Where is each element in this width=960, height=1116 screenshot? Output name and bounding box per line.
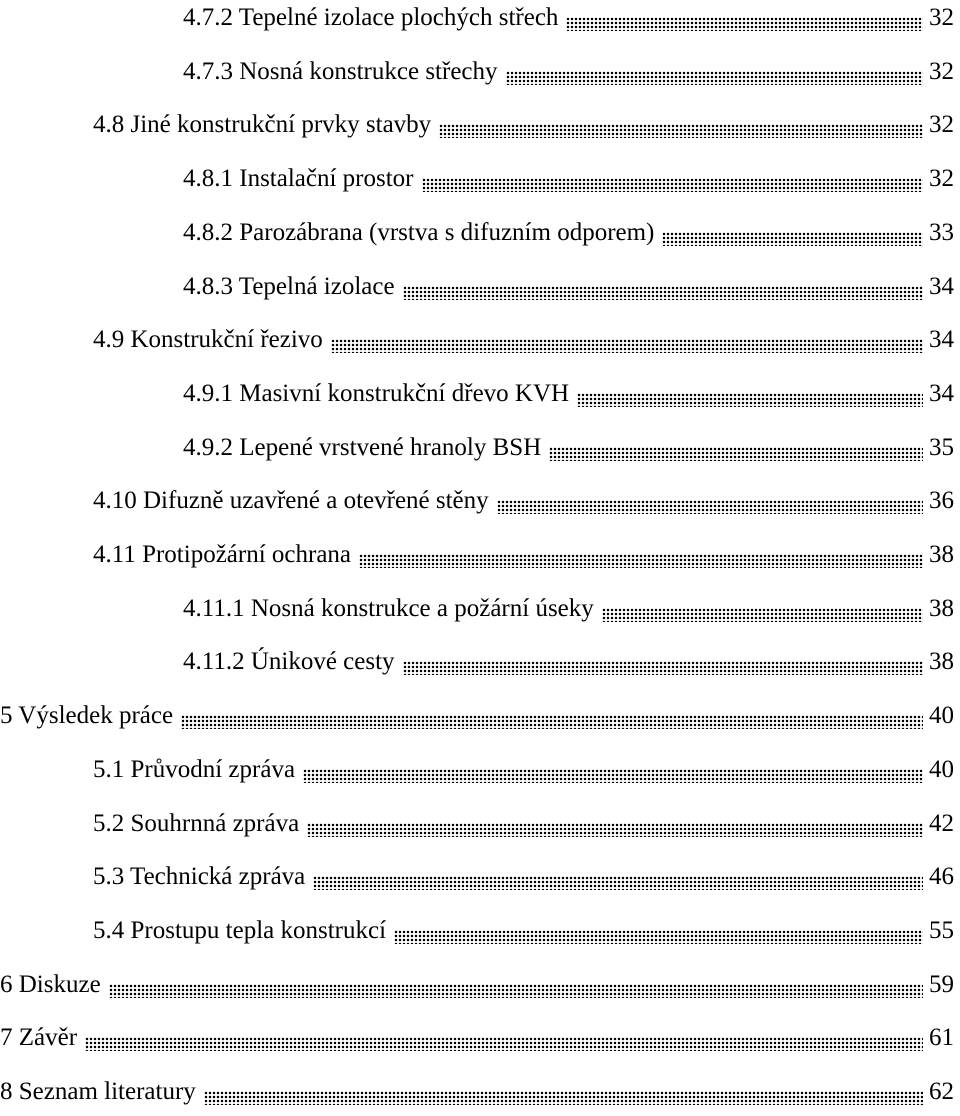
toc-entry-page-number: 32 bbox=[929, 4, 954, 31]
toc-entry-title: 6 Diskuze bbox=[0, 970, 101, 998]
toc-entry[interactable] bbox=[0, 1068, 954, 1108]
toc-entry-title: 4.11.2 Únikové cesty bbox=[183, 648, 395, 676]
toc-entry-title: 7 Závěr bbox=[0, 1024, 78, 1052]
toc-entry-title: 4.8.2 Parozábrana (vrstva s difuzním odporem) bbox=[183, 218, 655, 246]
toc-dot-leader bbox=[359, 554, 923, 568]
toc-entry-title: 4.10 Difuzně uzavřené a otevřené stěny bbox=[93, 487, 489, 515]
toc-entry-page-number: 61 bbox=[929, 1024, 954, 1052]
toc-entry[interactable] bbox=[183, 370, 954, 410]
toc-entry-page-number: 38 bbox=[929, 541, 954, 568]
toc-entry[interactable] bbox=[183, 155, 954, 195]
toc-entry-title: 4.7.3 Nosná konstrukce střechy bbox=[183, 57, 498, 85]
toc-entry[interactable] bbox=[93, 477, 954, 517]
toc-entry-page-number: 36 bbox=[929, 487, 954, 515]
toc-entry-title: 4.8.3 Tepelná izolace bbox=[183, 272, 395, 300]
toc-dot-leader bbox=[566, 17, 923, 31]
toc-entry-page-number: 38 bbox=[929, 648, 954, 676]
toc-entry[interactable] bbox=[93, 316, 954, 356]
toc-entry[interactable] bbox=[183, 209, 954, 249]
toc-dot-leader bbox=[204, 1091, 923, 1105]
toc-entry[interactable] bbox=[93, 746, 954, 786]
toc-entry[interactable] bbox=[93, 800, 954, 840]
toc-entry[interactable] bbox=[183, 424, 954, 464]
toc-entry-title: 4.9.2 Lepené vrstvené hranoly BSH bbox=[183, 433, 542, 461]
toc-entry-page-number: 35 bbox=[929, 433, 954, 461]
toc-entry-page-number: 32 bbox=[929, 165, 954, 193]
toc-dot-leader bbox=[497, 500, 923, 514]
toc-entry[interactable] bbox=[93, 907, 954, 947]
toc-dot-leader bbox=[403, 286, 923, 300]
toc-entry-page-number: 42 bbox=[929, 809, 954, 837]
toc-entry-page-number: 33 bbox=[929, 218, 954, 246]
toc-dot-leader bbox=[331, 339, 923, 353]
toc-dot-leader bbox=[506, 71, 923, 85]
toc-entry[interactable] bbox=[93, 853, 954, 893]
toc-entry-page-number: 34 bbox=[929, 272, 954, 300]
toc-entry[interactable] bbox=[183, 0, 954, 34]
toc-entry-page-number: 34 bbox=[929, 326, 954, 354]
toc-dot-leader bbox=[577, 393, 923, 407]
toc-entry[interactable] bbox=[183, 585, 954, 625]
toc-entry-page-number: 59 bbox=[929, 970, 954, 998]
toc-entry[interactable] bbox=[183, 638, 954, 678]
toc-entry-title: 5.1 Průvodní zpráva bbox=[93, 755, 296, 783]
toc-entry-title: 5.2 Souhrnná zpráva bbox=[93, 809, 300, 837]
toc-entry[interactable] bbox=[183, 263, 954, 303]
toc-dot-leader bbox=[602, 608, 923, 622]
toc-entry[interactable] bbox=[183, 48, 954, 88]
toc-dot-leader bbox=[394, 930, 923, 944]
toc-entry-page-number: 46 bbox=[929, 863, 954, 891]
toc-entry-page-number: 40 bbox=[929, 755, 954, 783]
toc-entry-title: 8 Seznam literatury bbox=[0, 1078, 196, 1105]
toc-dot-leader bbox=[85, 1037, 923, 1051]
toc-dot-leader bbox=[303, 769, 923, 783]
toc-entry-title: 4.8 Jiné konstrukční prvky stavby bbox=[93, 111, 432, 139]
toc-entry[interactable] bbox=[0, 692, 954, 732]
toc-entry-page-number: 38 bbox=[929, 594, 954, 622]
toc-dot-leader bbox=[109, 984, 923, 998]
toc-entry-title: 4.11.1 Nosná konstrukce a požární úseky bbox=[183, 594, 594, 622]
toc-dot-leader bbox=[313, 876, 923, 890]
toc-entry[interactable] bbox=[93, 531, 954, 571]
toc-dot-leader bbox=[439, 124, 923, 138]
toc-entry-page-number: 62 bbox=[929, 1078, 954, 1105]
toc-entry-page-number: 32 bbox=[929, 57, 954, 85]
toc-dot-leader bbox=[549, 447, 923, 461]
toc-entry-title: 4.9 Konstrukční řezivo bbox=[93, 326, 323, 354]
toc-entry-page-number: 32 bbox=[929, 111, 954, 139]
toc-entry-page-number: 55 bbox=[929, 916, 954, 944]
toc-dot-leader bbox=[403, 661, 923, 675]
toc-entry-page-number: 40 bbox=[929, 702, 954, 730]
toc-entry[interactable] bbox=[0, 1014, 954, 1054]
toc-entry-title: 4.8.1 Instalační prostor bbox=[183, 165, 414, 193]
toc-dot-leader bbox=[307, 823, 923, 837]
toc-dot-leader bbox=[181, 715, 923, 729]
toc-entry-title: 5.3 Technická zpráva bbox=[93, 863, 306, 891]
toc-entry[interactable] bbox=[0, 961, 954, 1001]
toc-dot-leader bbox=[662, 232, 923, 246]
toc-entry-title: 5 Výsledek práce bbox=[0, 702, 174, 730]
toc-entry-title: 4.11 Protipožární ochrana bbox=[93, 541, 352, 568]
toc-entry-page-number: 34 bbox=[929, 379, 954, 407]
toc-entry[interactable] bbox=[93, 101, 954, 141]
toc-entry-title: 5.4 Prostupu tepla konstrukcí bbox=[93, 916, 387, 944]
toc-entry-title: 4.7.2 Tepelné izolace plochých střech bbox=[183, 4, 559, 31]
toc-entry-title: 4.9.1 Masivní konstrukční dřevo KVH bbox=[183, 379, 570, 407]
toc-dot-leader bbox=[422, 178, 923, 192]
